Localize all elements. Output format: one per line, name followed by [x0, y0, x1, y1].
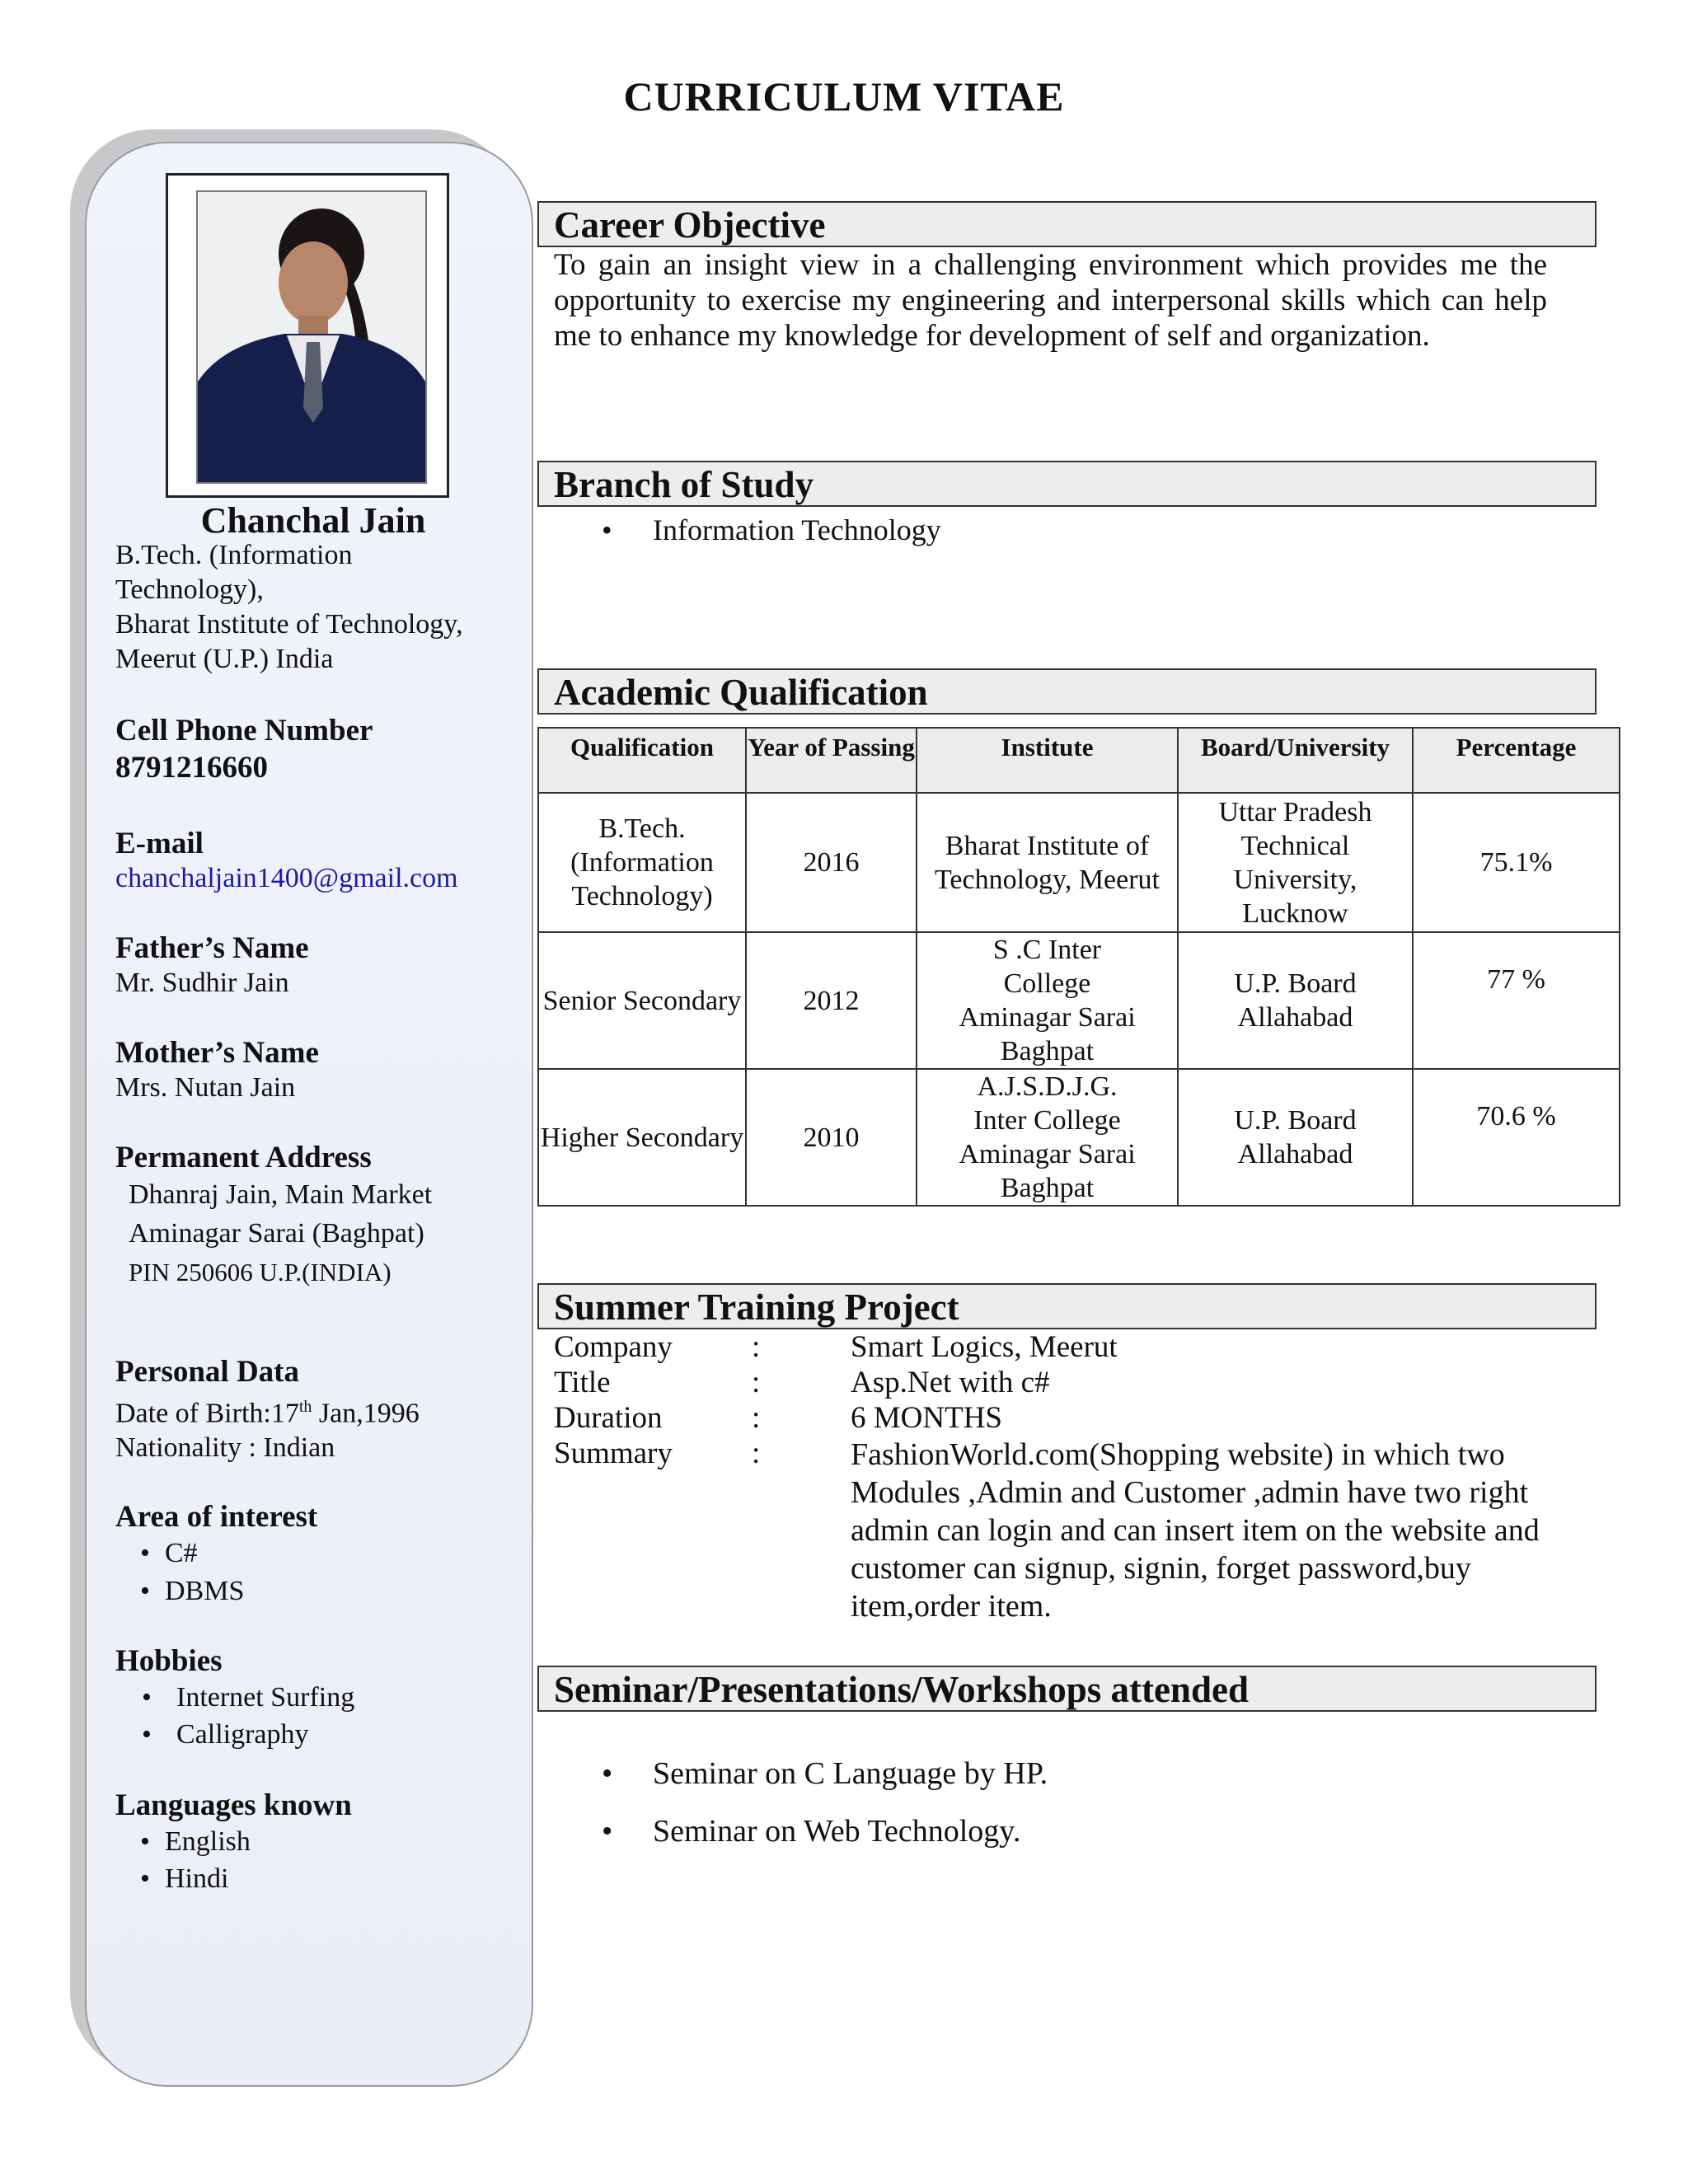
seminar-list	[554, 1755, 1048, 1849]
section-heading-branch: Branch of Study	[537, 461, 1597, 507]
email-label: E-mail	[115, 827, 204, 860]
section-heading-academic: Academic Qualification	[537, 668, 1597, 715]
table-cell: Higher Secondary	[538, 1069, 746, 1206]
email-block	[115, 827, 511, 896]
training-details	[554, 1329, 1559, 1625]
training-value: Asp.Net with c#	[851, 1366, 1050, 1399]
training-row-summary	[554, 1436, 1559, 1625]
address-line: Dhanraj Jain, Main Market	[129, 1179, 433, 1210]
training-value: 6 MONTHS	[851, 1401, 1002, 1435]
father-block	[115, 931, 511, 1001]
interests-block	[115, 1500, 511, 1610]
table-cell: 75.1%	[1413, 793, 1620, 932]
table-cell: U.P. Board Allahabad	[1178, 1069, 1413, 1206]
column-header: Percentage	[1413, 728, 1620, 793]
nationality: Nationality : Indian	[115, 1432, 335, 1464]
training-row-company	[554, 1329, 1559, 1365]
table-cell: A.J.S.D.J.G. Inter College Aminagar Sarai Baghpat	[917, 1069, 1178, 1206]
date-of-birth	[115, 1390, 511, 1431]
section-heading-career-objective: Career Objective	[537, 201, 1597, 247]
document-title: CURRICULUM VITAE	[623, 73, 1065, 120]
section-heading-seminar: Seminar/Presentations/Workshops attended	[537, 1666, 1597, 1712]
address-line: PIN 250606 U.P.(INDIA)	[129, 1258, 392, 1286]
table-cell: 70.6 %	[1413, 1069, 1620, 1206]
training-row-title	[554, 1365, 1559, 1400]
training-label: Duration	[554, 1401, 663, 1435]
languages-label: Languages known	[115, 1788, 352, 1822]
list-item: • Information Technology	[554, 513, 941, 547]
languages-list	[115, 1823, 511, 1897]
phone-value: 8791216660	[115, 751, 268, 785]
separator-colon: :	[752, 1330, 761, 1364]
training-label: Title	[554, 1366, 611, 1399]
list-item: • Calligraphy	[115, 1716, 511, 1753]
dob-day: Date of Birth:17	[115, 1398, 299, 1429]
hobbies-block	[115, 1644, 511, 1753]
table-cell: 2010	[746, 1069, 917, 1206]
column-header: Board/University	[1178, 728, 1413, 793]
mother-value: Mrs. Nutan Jain	[115, 1072, 296, 1103]
table-header-row	[538, 728, 1620, 793]
separator-colon: :	[752, 1366, 761, 1399]
branch-list	[554, 513, 941, 547]
training-row-duration	[554, 1400, 1559, 1436]
column-header: Institute	[917, 728, 1178, 793]
list-item: • Hindi	[115, 1860, 511, 1897]
table-cell: U.P. Board Allahabad	[1178, 932, 1413, 1069]
degree-line: B.Tech. (Information	[115, 540, 353, 570]
phone-label: Cell Phone Number	[115, 714, 373, 748]
column-header: Year of Passing	[746, 728, 917, 793]
mother-block	[115, 1036, 511, 1105]
training-label: Company	[554, 1330, 673, 1364]
mother-label: Mother’s Name	[115, 1036, 319, 1070]
column-header: Qualification	[538, 728, 746, 793]
profile-photo-frame	[166, 173, 449, 498]
table-cell: B.Tech. (Information Technology)	[538, 793, 746, 932]
list-item: • English	[115, 1823, 511, 1860]
training-label: Summary	[554, 1436, 673, 1470]
father-value: Mr. Sudhir Jain	[115, 968, 289, 998]
list-item: • C#	[115, 1535, 511, 1572]
hobbies-list	[115, 1679, 511, 1753]
phone-block	[115, 714, 511, 785]
section-heading-training: Summer Training Project	[537, 1283, 1597, 1329]
degree-line: Technology),	[115, 574, 264, 605]
separator-colon: :	[752, 1436, 761, 1470]
separator-colon: :	[752, 1401, 761, 1435]
institute-line: Bharat Institute of Technology,	[115, 609, 463, 640]
table-cell: 2012	[746, 932, 917, 1069]
address-line: Aminagar Sarai (Baghpat)	[129, 1218, 424, 1249]
interests-list	[115, 1535, 511, 1610]
languages-block	[115, 1788, 511, 1897]
list-item: • Internet Surfing	[115, 1679, 511, 1716]
address-block	[115, 1141, 511, 1291]
table-row	[538, 793, 1620, 932]
list-item: • Seminar on Web Technology.	[554, 1813, 1048, 1849]
table-row	[538, 1069, 1620, 1206]
table-cell: 77 %	[1413, 932, 1620, 1069]
list-item: • DBMS	[115, 1572, 511, 1610]
table-cell: Uttar Pradesh Technical University, Lucknow	[1178, 793, 1413, 932]
personal-data-label: Personal Data	[115, 1355, 299, 1389]
institute-line: Meerut (U.P.) India	[115, 644, 334, 674]
profile-photo	[196, 190, 427, 484]
career-objective-text: To gain an insight view in a challenging environment which provides me the opportunity to exercise my engineering and interpersonal skills which can help me to enhance my knowledge for development of self and organization.	[554, 248, 1547, 353]
education-summary	[115, 538, 511, 677]
list-item: • Seminar on C Language by HP.	[554, 1755, 1048, 1792]
training-value: Smart Logics, Meerut	[851, 1330, 1118, 1364]
address-label: Permanent Address	[115, 1141, 372, 1174]
table-cell: Senior Secondary	[538, 932, 746, 1069]
candidate-name: Chanchal Jain	[200, 500, 426, 541]
table-cell: 2016	[746, 793, 917, 932]
father-label: Father’s Name	[115, 931, 309, 965]
hobbies-label: Hobbies	[115, 1644, 223, 1678]
table-cell: S .C Inter College Aminagar Sarai Baghpat	[917, 932, 1178, 1069]
dob-suffix: th	[298, 1398, 312, 1416]
training-value: FashionWorld.com(Shopping website) in which two Modules ,Admin and Customer ,admin have two right admin can login and can insert item on the website and customer can signup, signin, forget password,buy item,order item.	[851, 1437, 1540, 1624]
personal-data-block	[115, 1355, 511, 1465]
academic-table	[537, 727, 1620, 1207]
dob-month-year: Jan,1996	[312, 1398, 420, 1429]
table-row	[538, 932, 1620, 1069]
email-link[interactable]: chanchaljain1400@gmail.com	[115, 863, 458, 893]
interests-label: Area of interest	[115, 1500, 318, 1534]
table-cell: Bharat Institute of Technology, Meerut	[917, 793, 1178, 932]
